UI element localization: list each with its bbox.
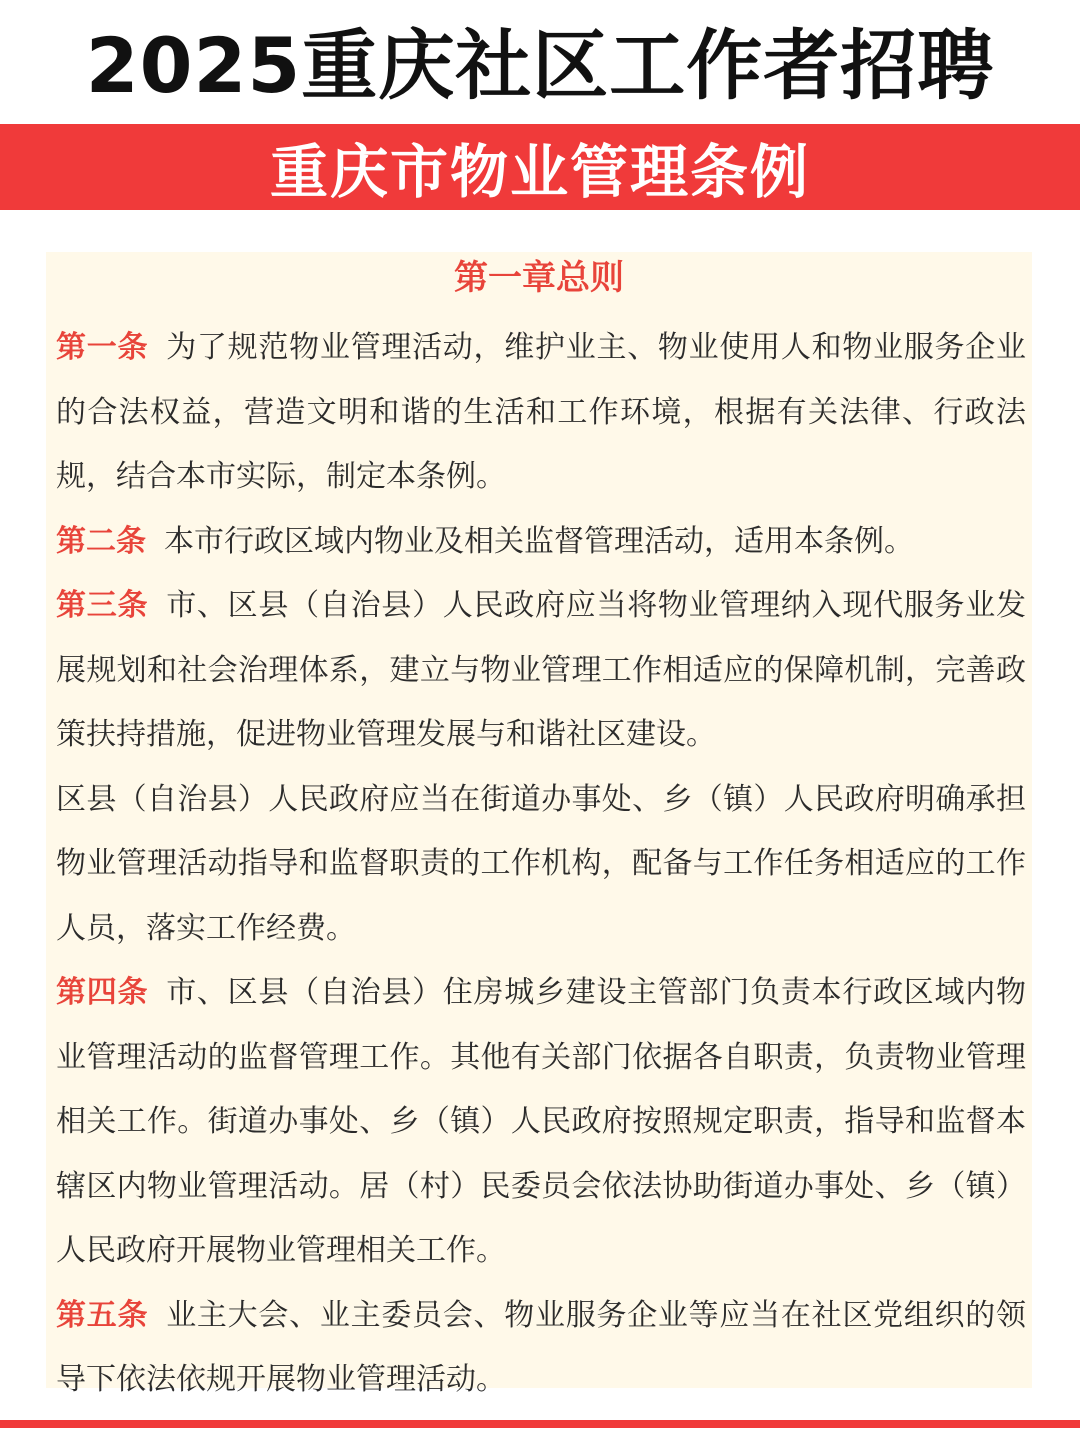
article-text: 为了规范物业管理活动，维护业主、物业使用人和物业服务企业的合法权益，营造文明和谐的生活和工作环境，根据有关法律、行政法规，结合本市实际，制定本条例。 [56, 330, 1027, 494]
article-label: 第一条 [56, 330, 149, 365]
article-3-continuation: 区县（自治县）人民政府应当在街道办事处、乡（镇）人民政府明确承担物业管理活动指导和监督职责的工作机构，配备与工作任务相适应的工作人员，落实工作经费。 [56, 781, 1026, 946]
article-2 [56, 510, 1026, 575]
article-3 [56, 574, 1026, 768]
bottom-divider [0, 1420, 1080, 1428]
article-text: 业主大会、业主委员会、物业服务企业等应当在社区党组织的领导下依法依规开展物业管理活动。 [56, 1297, 1027, 1397]
title-banner [0, 124, 1080, 210]
article-list [46, 316, 1032, 1413]
article-4 [56, 961, 1026, 1284]
article-text: 市、区县（自治县）人民政府应当将物业管理纳入现代服务业发展规划和社会治理体系，建立与物业管理工作相适应的保障机制，完善政策扶持措施，促进物业管理发展与和谐社区建设。 [56, 588, 1027, 752]
main-title: 2025重庆社区工作者招聘 [85, 21, 995, 110]
article-label: 第二条 [56, 523, 146, 559]
article-1 [56, 316, 1026, 510]
chapter-title: 第一章总则 [454, 258, 624, 298]
article-text: 本市行政区域内物业及相关监督管理活动，适用本条例。 [164, 523, 914, 559]
article-text: 市、区县（自治县）住房城乡建设主管部门负责本行政区域内物业管理活动的监督管理工作。其他有关部门依据各自职责，负责物业管理相关工作。街道办事处、乡（镇）人民政府按照规定职责，指导和监督本辖区内物业管理活动。居（村）民委员会依法协助街道办事处、乡（镇）人民政府开展物业管理相关工作。 [56, 975, 1027, 1268]
article-label: 第三条 [56, 588, 149, 623]
article-label: 第五条 [56, 1297, 149, 1333]
article-5 [56, 1284, 1026, 1413]
content-panel [46, 252, 1032, 1397]
article-label: 第四条 [56, 975, 149, 1010]
banner-title: 重庆市物业管理条例 [269, 138, 810, 206]
